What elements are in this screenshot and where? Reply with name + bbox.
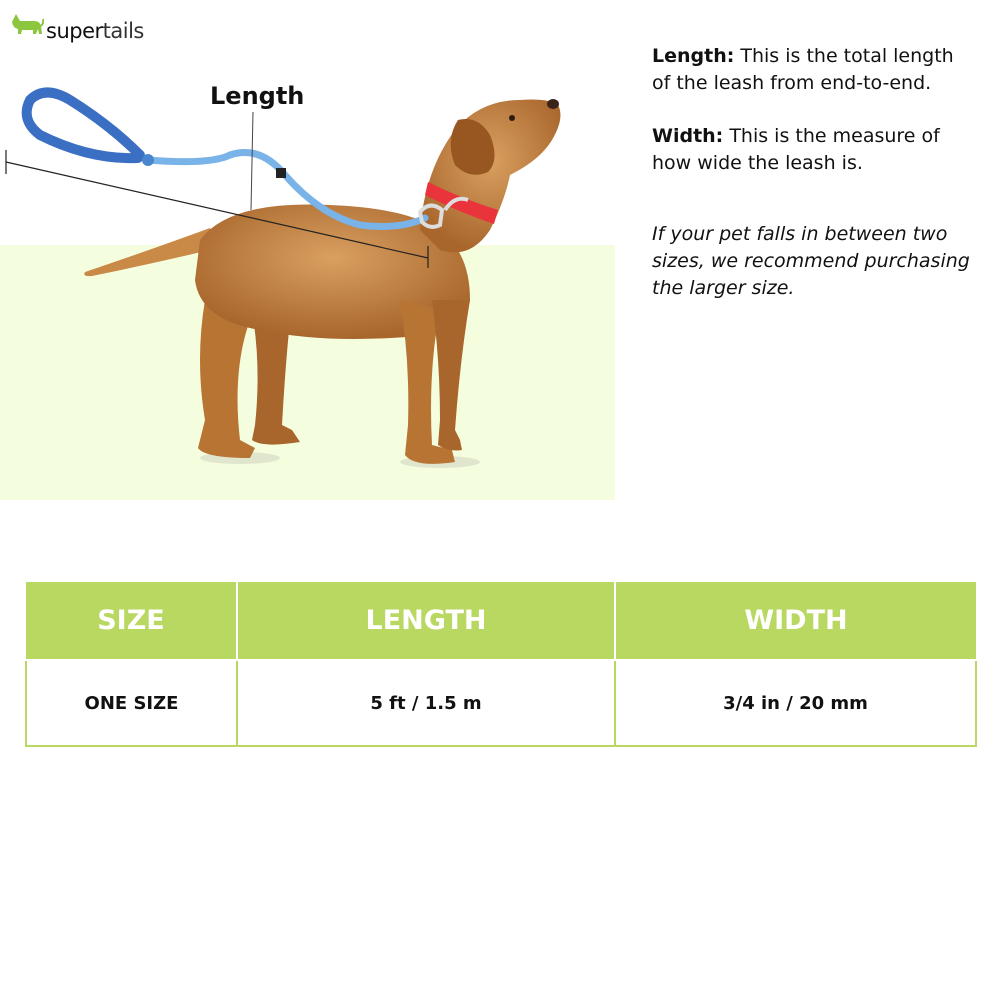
- brand-name: supertails: [46, 19, 144, 43]
- size-info-panel: [652, 43, 972, 328]
- header-length: LENGTH: [237, 581, 615, 660]
- width-description: Width: This is the measure of how wide the leash is.: [652, 125, 940, 174]
- header-size: SIZE: [26, 581, 237, 660]
- header-width: WIDTH: [615, 581, 976, 660]
- length-description: Length: This is the total length of the leash from end-to-end.: [652, 45, 954, 94]
- size-recommendation-note: If your pet falls in between two sizes, we recommend purchasing the larger size.: [652, 223, 970, 299]
- cell-width: 3/4 in / 20 mm: [615, 660, 976, 746]
- cell-size: ONE SIZE: [26, 660, 237, 746]
- dog-leash-illustration: [0, 0, 620, 500]
- table-header-row: [26, 581, 976, 660]
- length-measure-label: Length: [210, 82, 305, 110]
- size-table: [25, 580, 977, 747]
- cell-length: 5 ft / 1.5 m: [237, 660, 615, 746]
- table-row: [26, 660, 976, 746]
